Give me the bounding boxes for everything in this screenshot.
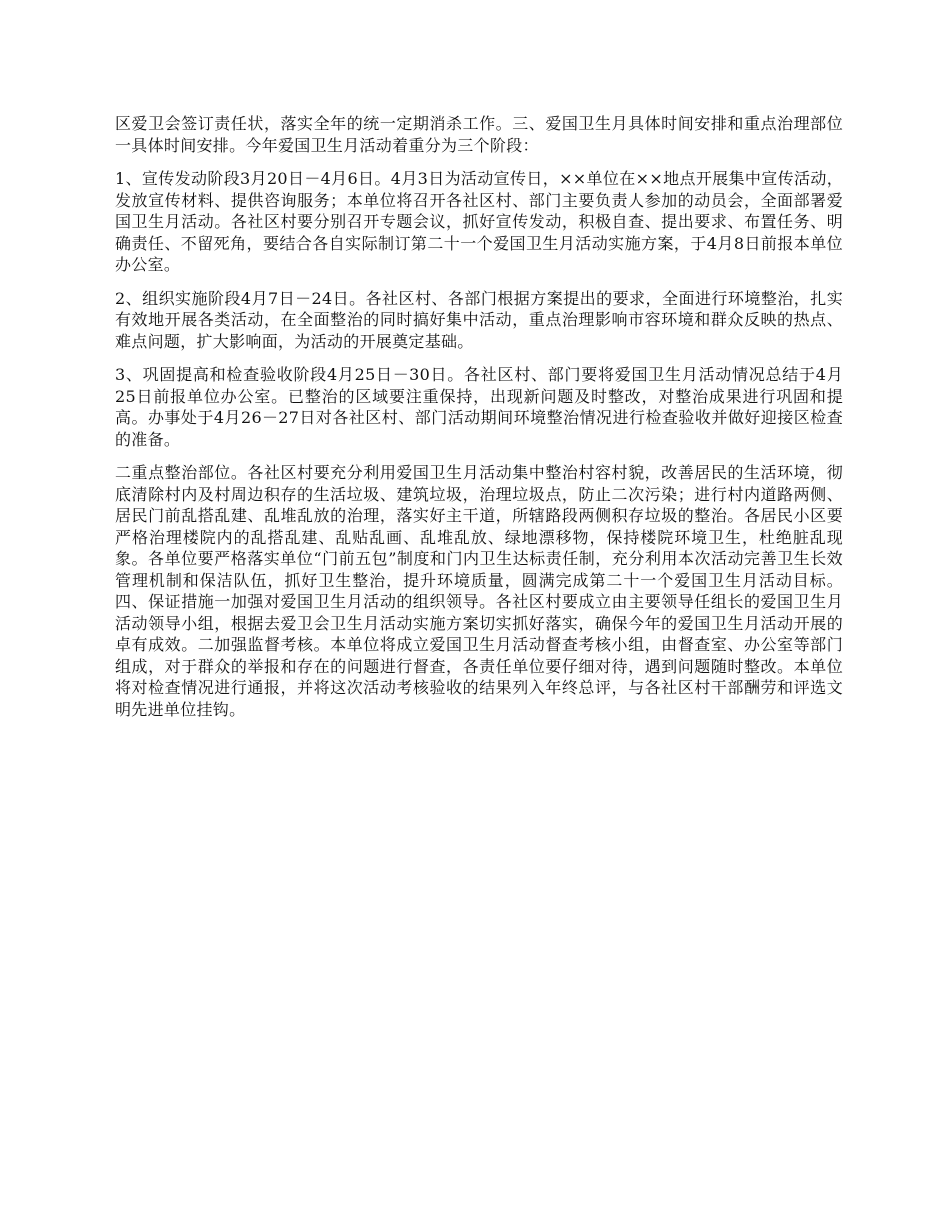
paragraph-intro: 区爱卫会签订责任状，落实全年的统一定期消杀工作。三、爱国卫生月具体时间安排和重点治理部位一具体时间安排。今年爱国卫生月活动着重分为三个阶段：	[115, 114, 843, 155]
paragraph-key-areas: 二重点整治部位。各社区村要充分利用爱国卫生月活动集中整治村容村貌，改善居民的生活环境，彻底清除村内及村周边积存的生活垃圾、建筑垃圾，治理垃圾点，防止二次污染；进行村内道路两侧、居民门前乱搭乱建、乱堆乱放的治理，落实好主干道，所辖路段两侧积存垃圾的整治。各居民小区要严格治理楼院内的乱搭乱建、乱贴乱画、乱堆乱放、绿地漂移物，保持楼院环境卫生，杜绝脏乱现象。各单位要严格落实单位“门前五包”制度和门内卫生达标责任制，充分利用本次活动完善卫生长效管理机制和保洁队伍，抓好卫生整治，提升环境质量，圆满完成第二十一个爱国卫生月活动目标。四、保证措施一加强对爱国卫生月活动的组织领导。各社区村要成立由主要领导任组长的爱国卫生月活动领导小组，根据去爱卫会卫生月活动实施方案切实抓好落实，确保今年的爱国卫生月活动开展的卓有成效。二加强监督考核。本单位将成立爱国卫生月活动督查考核小组，由督查室、办公室等部门组成，对于群众的举报和存在的问题进行督查，各责任单位要仔细对待，遇到问题随时整改。本单位将对检查情况进行通报，并将这次活动考核验收的结果列入年终总评，与各社区村干部酬劳和评选文明先进单位挂钩。	[115, 463, 843, 719]
paragraph-stage-1: 1、宣传发动阶段3月20日－4月6日。4月3日为活动宣传日，××单位在××地点开展集中宣传活动，发放宣传材料、提供咨询服务；本单位将召开各社区村、部门主要负责人参加的动员会，全面部署爱国卫生月活动。各社区村要分别召开专题会议，抓好宣传发动，积极自查、提出要求、布置任务、明确责任、不留死角，要结合各自实际制订第二十一个爱国卫生月活动实施方案，于4月8日前报本单位办公室。	[115, 169, 843, 274]
paragraph-stage-3: 3、巩固提高和检查验收阶段4月25日－30日。各社区村、部门要将爱国卫生月活动情况总结于4月25日前报单位办公室。已整治的区域要注重保持，出现新问题及时整改，对整治成果进行巩固和提高。办事处于4月26－27日对各社区村、部门活动期间环境整治情况进行检查验收并做好迎接区检查的准备。	[115, 365, 843, 449]
paragraph-stage-2: 2、组织实施阶段4月7日－24日。各社区村、各部门根据方案提出的要求，全面进行环境整治，扎实有效地开展各类活动，在全面整治的同时搞好集中活动，重点治理影响市容环境和群众反映的热点、难点问题，扩大影响面，为活动的开展奠定基础。	[115, 288, 843, 351]
document-body	[115, 113, 843, 732]
